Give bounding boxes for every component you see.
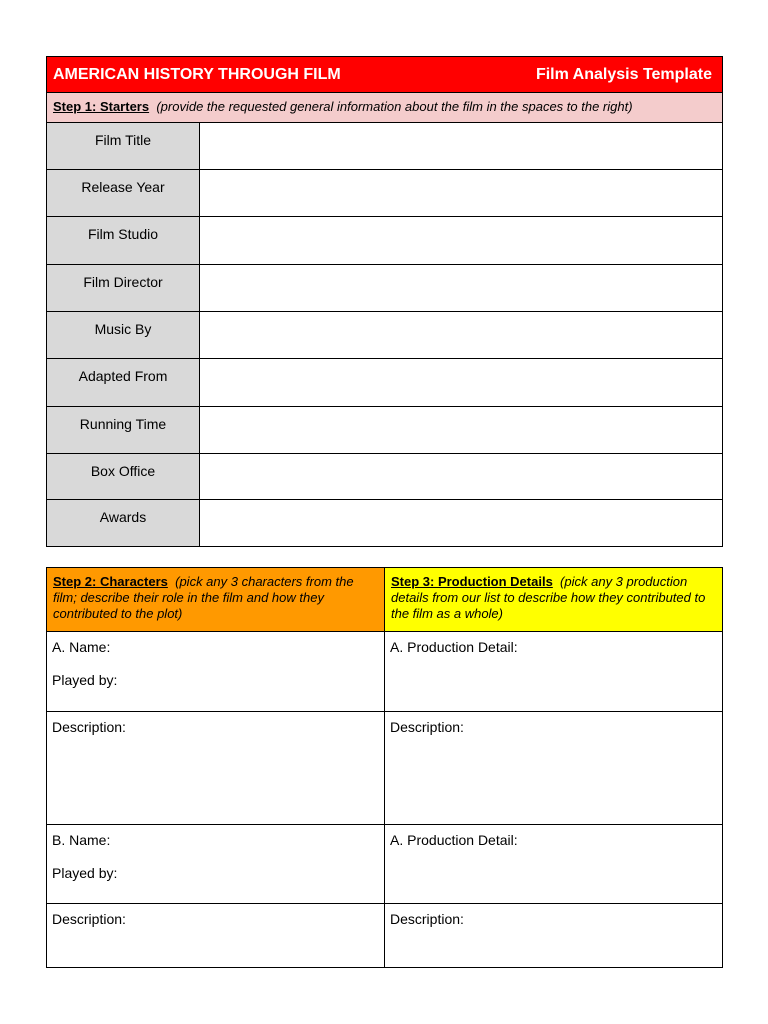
field-label: Music By [47,312,200,358]
header-bar [47,57,722,93]
template-title: Film Analysis Template [535,66,712,83]
production-detail-b-description-cell[interactable] [385,904,722,967]
field-label: Film Studio [47,217,200,264]
production-detail-a-cell[interactable] [385,632,722,712]
field-row-awards [47,500,722,546]
film-info-table [46,56,723,547]
field-label: Awards [47,500,200,546]
music-by-field[interactable] [200,312,722,358]
field-label: Film Title [47,123,200,169]
box-office-field[interactable] [200,454,722,499]
step3-header [385,568,722,632]
field-label: Box Office [47,454,200,499]
field-row-adapted-from [47,359,722,407]
production-detail-b-cell[interactable] [385,825,722,904]
film-studio-field[interactable] [200,217,722,264]
step2-header [47,568,384,632]
production-detail-label: A. Production Detail: [390,832,518,848]
characters-column [47,568,385,967]
awards-field[interactable] [200,500,722,546]
character-a-name-cell[interactable] [47,632,384,712]
field-row-film-studio [47,217,722,265]
characters-production-table [46,567,723,968]
production-detail-a-description-cell[interactable] [385,712,722,825]
description-label: Description: [52,719,126,735]
field-row-running-time [47,407,722,454]
field-row-release-year [47,170,722,217]
release-year-field[interactable] [200,170,722,216]
step2-title: Step 2: Characters [53,574,168,589]
step2-description: (pick any 3 characters from the film; describe their role in the film and how they contributed to the plot) [53,574,354,621]
step1-title: Step 1: Starters [53,99,150,114]
step1-instructions [47,93,722,123]
description-label: Description: [52,911,126,927]
description-label: Description: [390,719,464,735]
adapted-from-field[interactable] [200,359,722,406]
field-row-film-director [47,265,722,312]
character-name-label: A. Name: [52,639,111,655]
field-label: Running Time [47,407,200,453]
field-row-music-by [47,312,722,359]
production-column [385,568,722,967]
character-b-name-cell[interactable] [47,825,384,904]
running-time-field[interactable] [200,407,722,453]
field-label: Film Director [47,265,200,311]
step1-description: (provide the requested general information about the film in the spaces to the right) [156,99,633,114]
production-detail-label: A. Production Detail: [390,639,518,655]
field-label: Adapted From [47,359,200,406]
film-director-field[interactable] [200,265,722,311]
character-name-label: B. Name: [52,832,111,848]
character-b-description-cell[interactable] [47,904,384,967]
step3-title: Step 3: Production Details [391,574,553,589]
film-title-field[interactable] [200,123,722,169]
character-a-description-cell[interactable] [47,712,384,825]
field-row-film-title [47,123,722,170]
played-by-label: Played by: [52,672,118,688]
field-label: Release Year [47,170,200,216]
played-by-label: Played by: [52,865,118,881]
step3-description: (pick any 3 production details from our list to describe how they contributed to the film as a whole) [391,574,706,621]
description-label: Description: [390,911,464,927]
page-title: AMERICAN HISTORY THROUGH FILM [53,66,341,83]
field-row-box-office [47,454,722,500]
